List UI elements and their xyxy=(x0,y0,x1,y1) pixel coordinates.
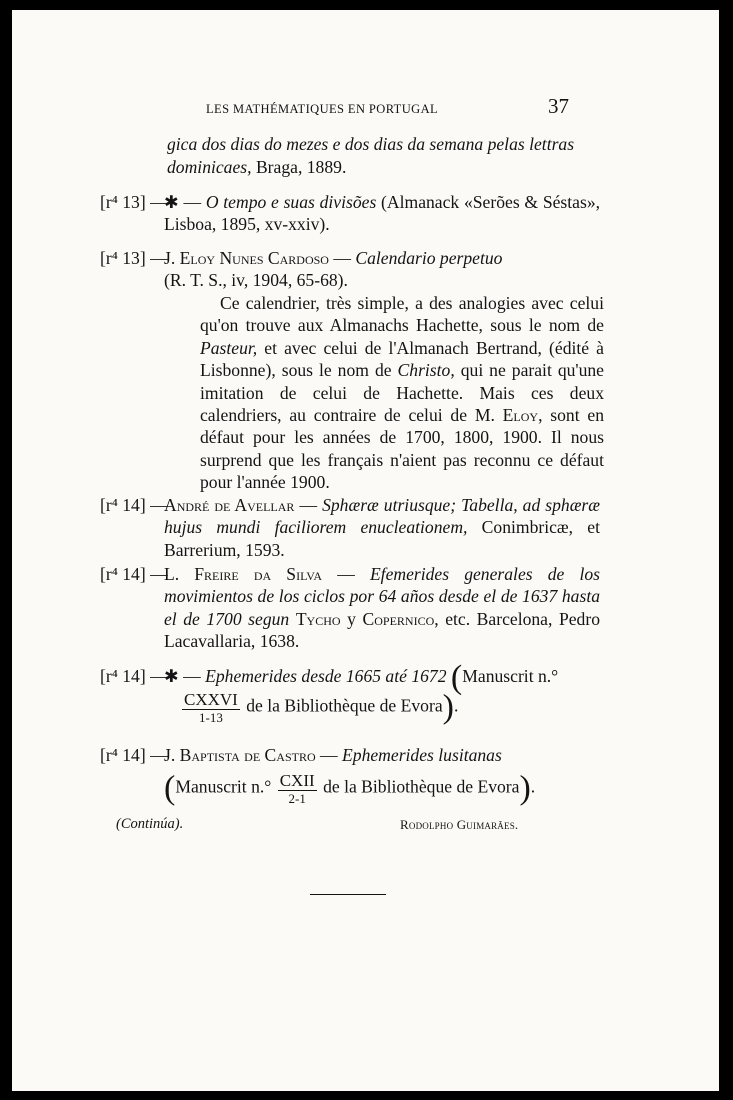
entry-details: Conimbricæ, et Barrerium, 1593. xyxy=(164,517,600,560)
bibliography-entry xyxy=(100,494,600,561)
author-signature: Rodolpho Guimarães. xyxy=(400,817,519,832)
entry-author: L. Freire da Silva — xyxy=(164,564,355,584)
continuation-note: (Continúa). xyxy=(116,816,184,832)
entry-title: Sphæræ utriusque; Tabella, ad sphæræ hujus mundi faciliorem enucleationem, xyxy=(164,495,601,538)
page-number: 37 xyxy=(548,94,569,118)
entry-name: Copernico xyxy=(362,608,435,629)
ms-numerator: CXII xyxy=(279,771,315,791)
bibliography-entry xyxy=(100,247,600,292)
entry-title: Calendario perpetuo xyxy=(355,248,503,268)
bibliography-entry: [r⁴ 14] — ✱ — Ephemerides desde 1665 até 1672 (Manuscrit n.° $\frac{\text{CXXVI}}{1-13}$ de la Bibliothèque de Evora). xyxy=(100,659,559,726)
entry-author: ✱ — xyxy=(164,666,201,686)
entry-author: André de Avellar — xyxy=(164,495,318,515)
bibliography-entry xyxy=(100,563,600,653)
running-head xyxy=(12,94,719,126)
divider-rule xyxy=(310,894,386,895)
note-italic: Pasteur, xyxy=(200,337,258,358)
entry-author: J. Eloy Nunes Cardoso — xyxy=(164,248,351,268)
ms-suffix: de la Bibliothèque de Evora xyxy=(323,776,520,797)
ms-prefix: Manuscrit n.° xyxy=(175,776,272,797)
note-text: qui ne parait qu'une imitation de celui de Hachette. Mais ces deux calendriers, au contraire de celui de M. xyxy=(200,360,604,426)
ms-fraction xyxy=(182,691,240,724)
ms-denominator: 1-13 xyxy=(199,710,223,726)
entry-title: Ephemerides lusitanas xyxy=(342,745,502,765)
entry-reference: [r⁴ 14] — xyxy=(100,564,168,584)
entry-author: J. Baptista de Castro — xyxy=(164,745,338,765)
note-text: Ce calendrier, très simple, a des analogies avec celui qu'on trouve aux Almanachs Hachette, sous le nom de xyxy=(200,293,604,336)
entry-title: Efemerides generales de los movimientos de los ciclos por 64 años desde el de 1637 hasta el de 1700 segun xyxy=(164,564,600,629)
ms-denominator: 2-1 xyxy=(288,791,306,807)
entry-reference: [r⁴ 14] — xyxy=(100,495,168,515)
entry-details: , etc. Barcelona, Pedro Lacavallaria, 1638. xyxy=(164,608,601,652)
note-italic: Christo, xyxy=(397,360,455,381)
continuation-italic: gica dos dias do mezes e dos dias da semana pelas lettras dominicaes, xyxy=(167,134,575,177)
note-text: , sont en défaut pour les années de 1700, 1800, 1900. Il nous surprend que les français n'aient pas reconnu ce défaut pour l'année 1900. xyxy=(200,405,604,493)
page xyxy=(12,10,719,1091)
entry-name: Tycho xyxy=(295,608,341,629)
continuation-plain: Braga, 1889. xyxy=(251,157,347,177)
entry-title: O tempo e suas divisões xyxy=(205,192,377,212)
entry-author: ✱ — xyxy=(164,192,202,212)
bibliography-entry xyxy=(100,191,600,236)
entry-join: y xyxy=(340,608,363,629)
open-paren: ( xyxy=(164,769,176,807)
close-paren: ) xyxy=(442,688,454,726)
note-smallcaps: Eloy xyxy=(502,405,539,426)
entry-note xyxy=(100,292,604,494)
entry-reference: [r⁴ 14] — xyxy=(100,666,168,686)
close-paren: ) xyxy=(519,769,531,807)
ms-numerator: CXXVI xyxy=(184,690,238,710)
continuation-text xyxy=(167,133,587,179)
ms-suffix: de la Bibliothèque de Evora xyxy=(246,695,443,716)
note-text: et avec celui de l'Almanach Bertrand, (édité à Lisbonne), sous le nom de xyxy=(200,337,604,381)
open-paren: ( xyxy=(450,659,463,696)
entry-title: Ephemerides desde 1665 até 1672 xyxy=(205,666,447,686)
entry-details: (Almanack «Serões & Séstas», Lisboa, 1895, xv-xxiv). xyxy=(164,192,601,235)
running-head-title: LES MATHÉMATIQUES EN PORTUGAL xyxy=(206,102,439,116)
ms-fraction xyxy=(278,772,317,805)
entry-details: (R. T. S., iv, 1904, 65-68). xyxy=(164,270,348,291)
entry-reference: [r⁴ 13] — xyxy=(100,248,168,268)
ms-prefix: Manuscrit n.° xyxy=(462,666,559,686)
bibliography-entry: [r⁴ 14] — J. Baptista de Castro — Ephemerides lusitanas (Manuscrit n.° $\frac{\text{CXII}}{2-1}$ de la Bibliothèque de Evora). xyxy=(100,745,536,807)
entry-reference: [r⁴ 13] — xyxy=(100,192,168,212)
entry-reference: [r⁴ 14] — xyxy=(100,745,168,765)
